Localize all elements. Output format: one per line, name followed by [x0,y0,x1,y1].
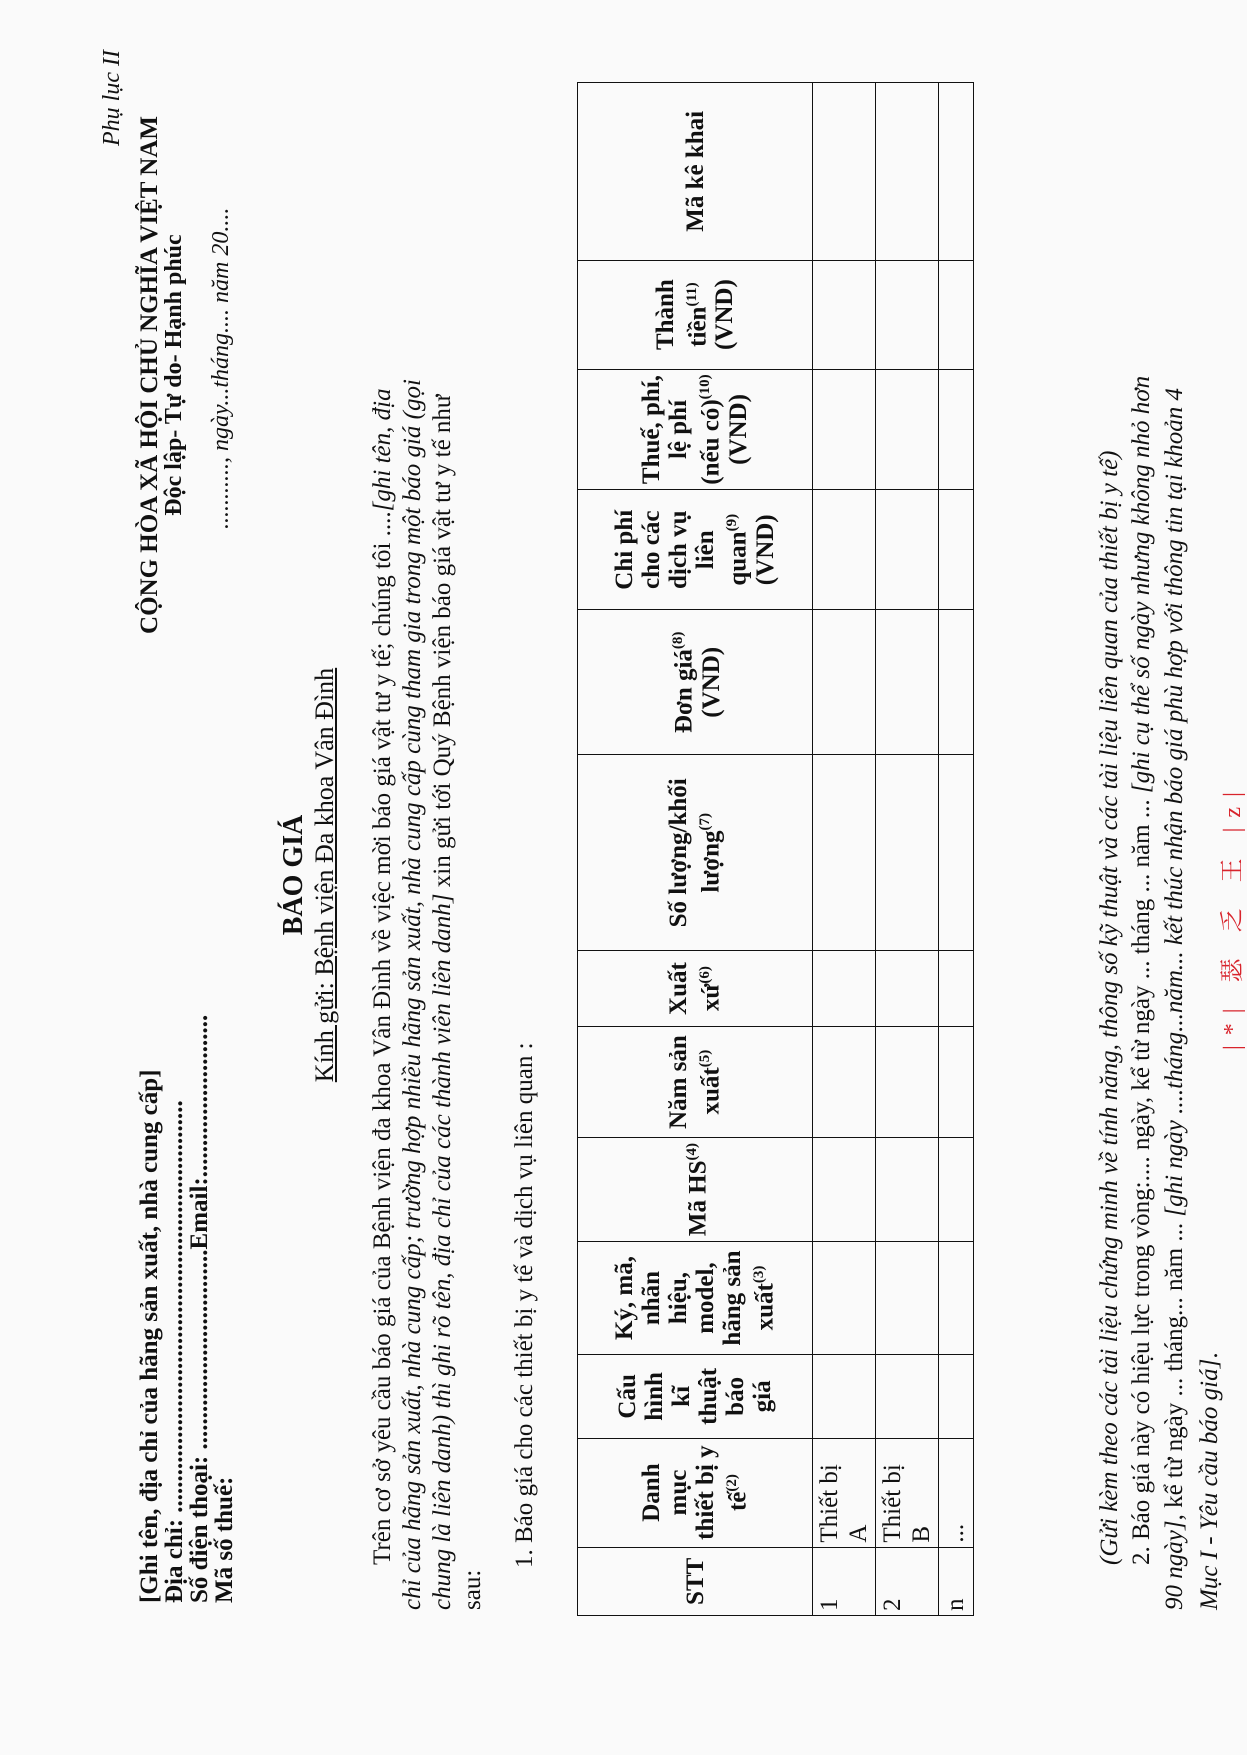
table-row [813,83,876,1616]
intro-line-3: chung là liên danh) thì ghi rõ tên, địa chỉ của các thành viên liên danh] xin gửi tới Quý Bệnh viện báo giá vật tư y tế như [429,394,456,1610]
cell-item: ... [939,1438,974,1547]
cell-stt: n [939,1547,974,1615]
intro-line-4: sau: [459,1569,486,1610]
table-row [876,83,939,1616]
section-1-heading: 1. Báo giá cho các thiết bị y tế và dịch vụ liên quan : [511,1042,538,1568]
table-header-row [578,83,813,1616]
col-header-config: Cấu hình kĩ thuật báo giá [578,1355,813,1438]
quotation-table [577,82,974,1616]
col-header-stt: STT [578,1547,813,1615]
doc-title: BÁO GIÁ [278,814,309,936]
cell-stt: 1 [813,1547,876,1615]
intro-line-2: chỉ của hãng sản xuất, nhà cung cấp; trường hợp nhiều hãng sản xuất, nhà cung cấp cùng tham gia trong một báo giá (gọi [399,379,426,1610]
cell-item: Thiết bị B [876,1438,939,1547]
red-stamp-mark: |*| 瑟 乏 王 |z| [1220,782,1246,1050]
appendix-label: Phụ lục II [99,50,125,146]
supplier-tax-code: Mã số thuế: [211,1476,238,1603]
col-header-item: Danh mục thiết bị y tế$^{(2)}$ [578,1438,813,1547]
supplier-address: Địa chỉ: .................................................................. [161,1100,188,1603]
col-header-service-cost: Chi phí cho các dịch vụ liên quan$^{(9)}$ (VND) [578,490,813,610]
national-title: CỘNG HÒA XÃ HỘI CHỦ NGHĨA VIỆT NAM [136,116,163,634]
col-header-declaration-code: Mã kê khai [578,83,813,261]
cell-item: Thiết bị A [813,1438,876,1547]
col-header-hs-code: Mã HS$^{(4)}$ [578,1138,813,1242]
validity-line-1: 2. Báo giá này có hiệu lực trong vòng:.... ngày, kể từ ngày ... tháng ... năm ... [ghi cụ thể số ngày nhưng không nhỏ hơn [1128,375,1155,1565]
col-header-total: Thành tiền$^{(11)}$ (VND) [578,260,813,369]
validity-line-2: 90 ngày], kể từ ngày ... tháng... năm ... [ghi ngày ....tháng...năm... kết thúc nhận báo giá phù hợp với thông tin tại khoản 4 [1161,387,1188,1610]
date-line: ..........., ngày...tháng.... năm 20.... [208,207,234,529]
supplier-phone: Số điện thoại: ................................Email:.......................... [186,1014,213,1603]
supplier-name-line: [Ghi tên, địa chỉ của hãng sản xuất, nhà cung cấp] [136,1069,163,1603]
attachment-note: (Gửi kèm theo các tài liệu chứng minh về tính năng, thông số kỹ thuật và các tài liệu liên quan của thiết bị y tế) [1096,450,1123,1565]
col-header-year: Năm sản xuất$^{(5)}$ [578,1027,813,1138]
col-header-model: Ký, mã, nhãn hiệu, model, hãng sản xuất$^{(3)}$ [578,1241,813,1354]
cell-stt: 2 [876,1547,939,1615]
recipient-line: Kính gửi: Bệnh viện Đa khoa Vân Đình [310,667,339,1083]
col-header-origin: Xuất xứ$^{(6)}$ [578,951,813,1027]
national-motto: Độc lập- Tự do- Hạnh phúc [161,234,187,516]
intro-line-1: Trên cơ sở yêu cầu báo giá của Bệnh viện đa khoa Vân Đình về việc mời báo giá vật tư y tế; chúng tôi ....[ghi tên, địa [369,388,396,1565]
supplier-email: Email:.......................... [186,1014,213,1250]
validity-line-3: Mục I - Yêu cầu báo giá]. [1196,1352,1223,1610]
col-header-quantity: Số lượng/khối lượng$^{(7)}$ [578,755,813,951]
table-row [939,83,974,1616]
col-header-unit-price: Đơn giá$^{(8)}$ (VND) [578,610,813,755]
col-header-tax: Thuế, phí, lệ phí (nếu có)$^{(10)}$ (VND) [578,369,813,490]
